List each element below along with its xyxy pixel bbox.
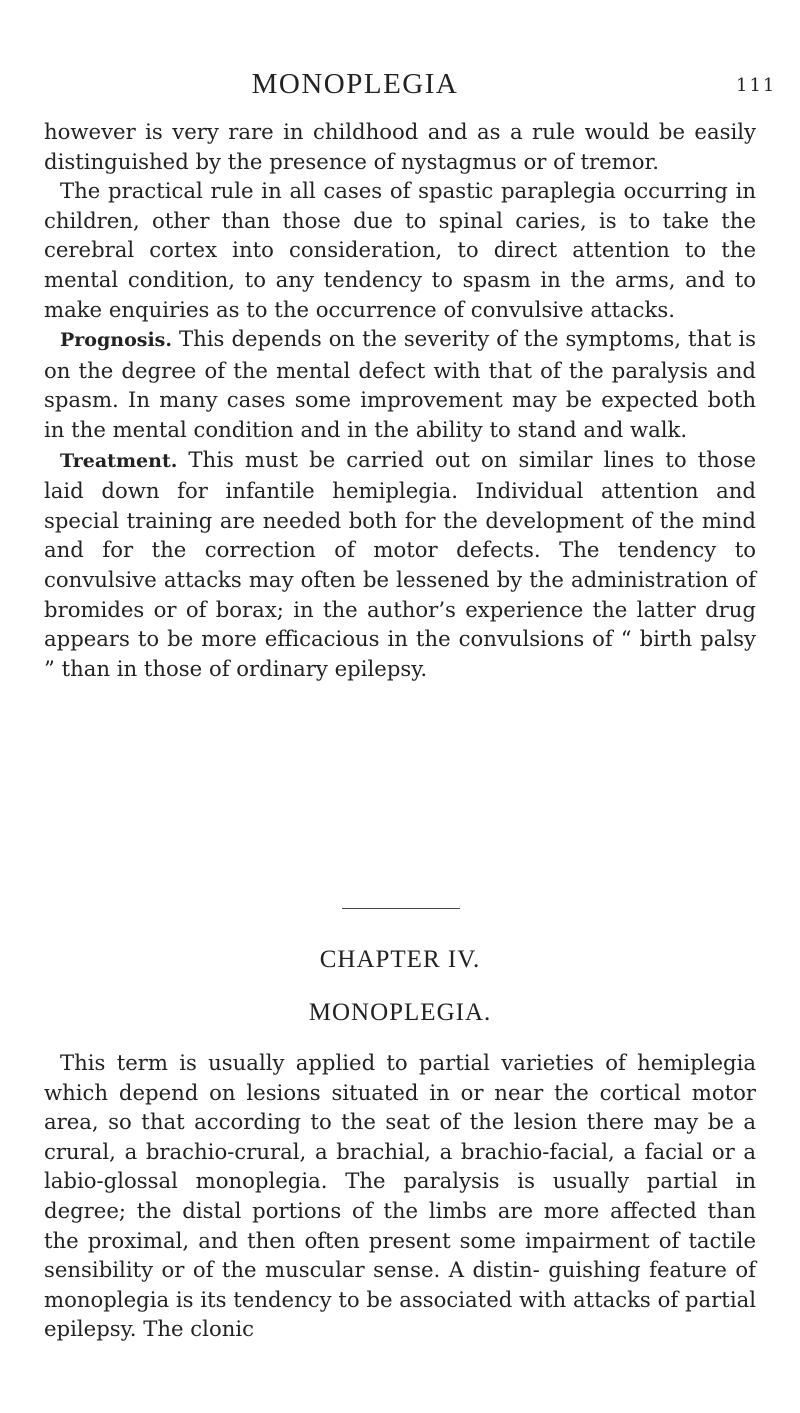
- prognosis-text: This depends on the severity of the symptoms, that is on the degree of the mental defect with that of the paralysis and spasm. In many cases some improvement may be expected both in the mental condition and in the ability to stand and walk.: [44, 326, 756, 442]
- treatment-text: This must be carried out on similar lines to those laid down for infantile hemiplegia. Individual attention and special training are needed both for the development of the mind and for the correction of motor defects. The tendency to convulsive attacks may often be lessened by the administration of bromides or of borax; in the author’s experience the latter drug appears to be more efficacious in the convulsions of “ birth palsy ” than in those of ordinary epilepsy.: [44, 446, 756, 681]
- chapter-title: MONOPLEGIA.: [308, 999, 492, 1026]
- section-divider: [342, 908, 460, 909]
- prognosis-heading: Prognosis.: [60, 329, 172, 352]
- body-text-lower: [44, 1048, 756, 1344]
- continuation-paragraph: however is very rare in childhood and as a rule would be easily distinguished by the presence of nystagmus or of tremor.: [44, 119, 756, 174]
- page-number: 111: [736, 75, 777, 96]
- chapter-number: CHAPTER IV.: [319, 946, 481, 973]
- treatment-paragraph: [44, 445, 756, 684]
- chapter-opening-paragraph: This term is usually applied to partial varieties of hemiplegia which depend on lesions situated in or near the cortical motor area, so that according to the seat of the lesion there may be a crural, a brachio-crural, a brachial, a brachio-facial, a facial or a labio-glossal monoplegia. The paralysis is usually partial in degree; the distal portions of the limbs are more affected than the proximal, and then often present some impairment of tactile sensibility or of the muscular sense. A distin- guishing feature of monoplegia is its tendency to be associated with attacks of partial epilepsy. The clonic: [44, 1050, 756, 1342]
- treatment-heading: Treatment.: [60, 449, 178, 472]
- practical-rule-paragraph: The practical rule in all cases of spastic paraplegia occurring in children, other than those due to spinal caries, is to take the cerebral cortex into consideration, to direct attention to the mental condition, to any tendency to spasm in the arms, and to make enquiries as to the occurrence of convulsive attacks.: [44, 178, 756, 322]
- prognosis-paragraph: [44, 324, 756, 444]
- body-text-upper: [44, 117, 756, 683]
- running-head: [0, 66, 800, 106]
- running-title: MONOPLEGIA: [251, 68, 459, 100]
